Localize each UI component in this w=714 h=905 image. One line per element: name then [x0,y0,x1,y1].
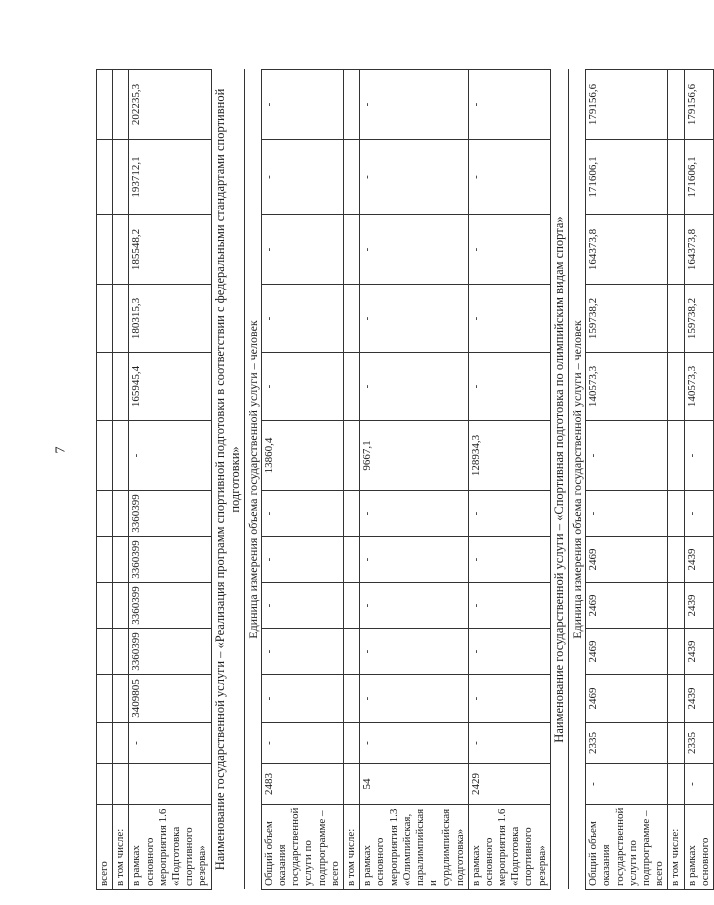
value-cell [344,537,360,583]
value-cell [97,285,113,353]
table-row [468,70,550,890]
value-cell [668,215,684,285]
value-cell: - [261,629,343,675]
value-cell [97,675,113,723]
value-cell: - [360,537,469,583]
value-cell [668,583,684,629]
value-cell: 2469 [586,583,668,629]
value-cell: 140573,3 [586,353,668,421]
value-cell [344,215,360,285]
value-cell [344,629,360,675]
value-cell [668,537,684,583]
row-label: в том числе: [668,805,684,890]
value-cell: - [360,491,469,537]
value-cell [129,764,211,805]
page-number: 7 [53,446,69,454]
section-header: Единица измерения объема государственной услуги – человек [244,70,261,890]
value-cell: - [261,583,343,629]
value-cell [97,764,113,805]
value-cell: - [360,583,469,629]
section-header: Наименование государственной услуги – «Спортивная подготовка по олимпийским видам спорта» [550,70,568,890]
row-label: в рамках основного мероприятия 1.6 «Подготовка спортивного резерва» [129,805,211,890]
value-cell [113,353,129,421]
value-cell [113,675,129,723]
value-cell: 164373,8 [684,215,713,285]
value-cell [113,285,129,353]
row-label: Общий объем оказания государственной услуги по подпрограмме – всего [261,805,343,890]
value-cell: 2335 [586,723,668,764]
value-cell [97,70,113,140]
value-cell: 2439 [684,675,713,723]
value-cell [668,675,684,723]
value-cell: 2483 [261,764,343,805]
value-cell: - [360,723,469,764]
value-cell: - [586,491,668,537]
value-cell: 54 [360,764,469,805]
row-label: Общий объем оказания государственной услуги по подпрограмме – всего [586,805,668,890]
services-volume-table [96,69,714,890]
value-cell: 3409805 [129,675,211,723]
value-cell [113,537,129,583]
value-cell: - [360,285,469,353]
value-cell [113,491,129,537]
row-label: всего [97,805,113,890]
value-cell: - [261,285,343,353]
table-row [360,70,469,890]
value-cell: - [261,675,343,723]
value-cell: - [468,675,550,723]
section-header-row [244,70,261,890]
value-cell: 179156,6 [684,70,713,140]
row-label: в рамках основного мероприятия 1.6 «Подготовка спортивного резерва» [468,805,550,890]
value-cell [668,723,684,764]
value-cell: 202235,3 [129,70,211,140]
value-cell [668,421,684,491]
value-cell: 2439 [684,583,713,629]
value-cell: 2469 [586,629,668,675]
section-header-row [568,70,585,890]
row-label: в рамках основного мероприятия 1.3 «Олимпийская, паралимпийская и сурдлимпийская подготовка» [360,805,469,890]
value-cell: - [261,70,343,140]
value-cell: 9667,1 [360,421,469,491]
table-row [684,70,713,890]
value-cell [344,723,360,764]
value-cell [344,675,360,723]
table-row [113,70,129,890]
value-cell: 2439 [684,629,713,675]
value-cell: 2429 [468,764,550,805]
value-cell: - [360,215,469,285]
value-cell: - [468,583,550,629]
value-cell: - [684,421,713,491]
value-cell [668,140,684,215]
table-row [97,70,113,890]
value-cell [344,70,360,140]
value-cell: 2469 [586,675,668,723]
value-cell [668,629,684,675]
value-cell [97,583,113,629]
row-label: в рамках основного [684,805,713,890]
row-label: в том числе: [113,805,129,890]
value-cell [344,353,360,421]
value-cell: 159738,2 [586,285,668,353]
value-cell: - [261,353,343,421]
table-row [344,70,360,890]
rotated-table-container [96,70,711,890]
value-cell [344,285,360,353]
table-row [586,70,668,890]
value-cell [97,629,113,675]
table-row [261,70,343,890]
value-cell [113,70,129,140]
value-cell: 179156,6 [586,70,668,140]
value-cell [97,537,113,583]
section-header-row [550,70,568,890]
value-cell: 185548,2 [129,215,211,285]
value-cell: - [468,140,550,215]
value-cell: 180315,3 [129,285,211,353]
value-cell: 171606,1 [586,140,668,215]
value-cell [344,421,360,491]
value-cell [113,140,129,215]
value-cell: - [468,285,550,353]
value-cell [668,353,684,421]
value-cell: - [261,215,343,285]
value-cell: - [360,70,469,140]
value-cell: - [468,723,550,764]
value-cell [344,764,360,805]
value-cell: - [360,675,469,723]
value-cell: - [129,723,211,764]
value-cell [97,353,113,421]
value-cell [113,723,129,764]
value-cell: 159738,2 [684,285,713,353]
value-cell: - [468,353,550,421]
value-cell [668,491,684,537]
value-cell: 3360399 [129,537,211,583]
value-cell [113,764,129,805]
value-cell [97,723,113,764]
value-cell [97,491,113,537]
value-cell: 3360399 [129,491,211,537]
value-cell: 164373,8 [586,215,668,285]
section-header: Единица измерения объема государственной услуги – человек [568,70,585,890]
value-cell: 140573,3 [684,353,713,421]
value-cell [97,215,113,285]
value-cell [344,583,360,629]
value-cell: - [261,491,343,537]
value-cell: - [261,723,343,764]
value-cell: 193712,1 [129,140,211,215]
value-cell: - [684,764,713,805]
value-cell [113,215,129,285]
value-cell: - [586,421,668,491]
value-cell: 128934,3 [468,421,550,491]
value-cell [97,421,113,491]
value-cell: - [468,491,550,537]
value-cell: 2439 [684,537,713,583]
value-cell: - [468,70,550,140]
section-header: Наименование государственной услуги – «Реализация программ спортивной подготовки в соответствии с федеральными стандартами спортивной подготовки» [211,70,244,890]
value-cell [668,285,684,353]
value-cell: - [468,215,550,285]
value-cell: - [468,537,550,583]
value-cell [344,140,360,215]
value-cell: 3360399 [129,583,211,629]
table-row [668,70,684,890]
value-cell: - [129,421,211,491]
value-cell: - [360,353,469,421]
value-cell: 2469 [586,537,668,583]
section-header-row [211,70,244,890]
value-cell: - [360,629,469,675]
value-cell: 165945,4 [129,353,211,421]
value-cell [113,421,129,491]
value-cell [668,70,684,140]
value-cell [668,764,684,805]
value-cell [344,491,360,537]
value-cell: - [261,537,343,583]
row-label: в том числе: [344,805,360,890]
value-cell: 13860,4 [261,421,343,491]
value-cell: - [684,491,713,537]
value-cell [113,583,129,629]
value-cell [113,629,129,675]
value-cell: - [261,140,343,215]
value-cell: - [360,140,469,215]
value-cell [97,140,113,215]
value-cell: 2335 [684,723,713,764]
value-cell: - [586,764,668,805]
value-cell: 171606,1 [684,140,713,215]
table-row [129,70,211,890]
value-cell: - [468,629,550,675]
value-cell: 3360399 [129,629,211,675]
